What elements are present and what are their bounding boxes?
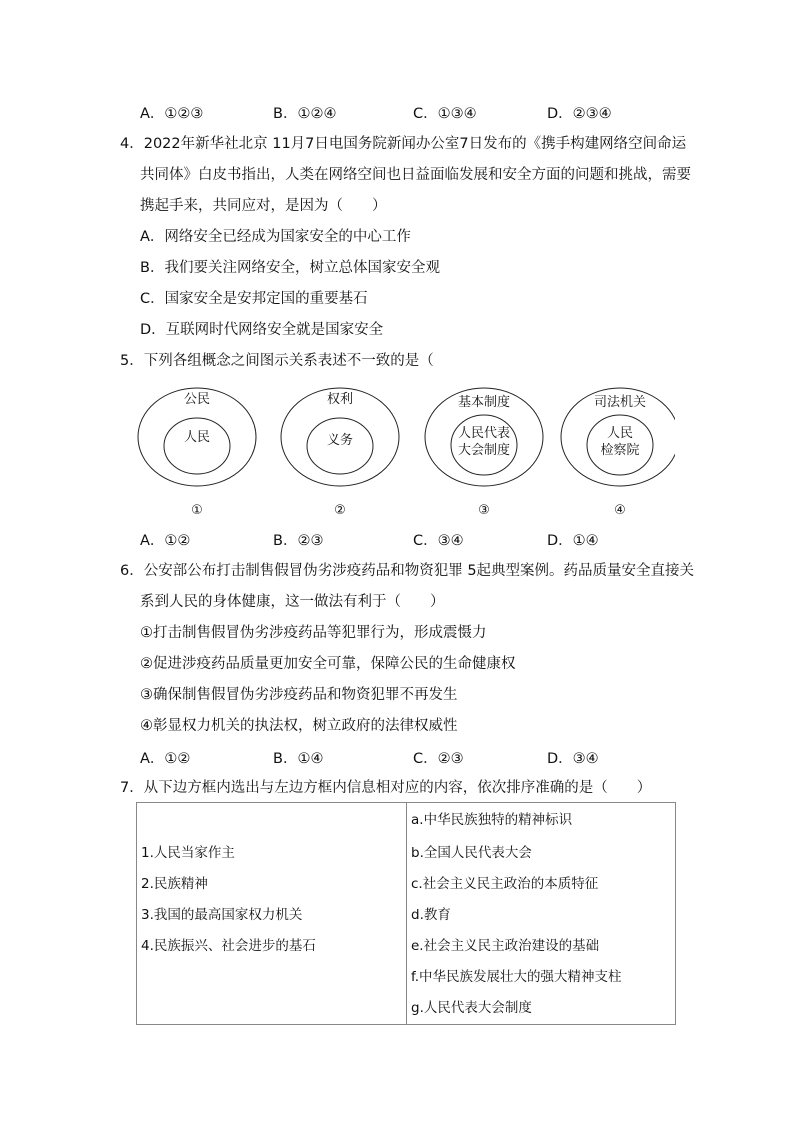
q3-option-d[interactable]: D．②③④: [547, 106, 612, 122]
diagram-number: ④: [614, 503, 626, 516]
inner-label-line-2: 检察院: [600, 443, 640, 458]
diagram-4: [561, 388, 675, 516]
diagram-number: ③: [478, 503, 490, 516]
inner-label-line-2: 大会制度: [457, 443, 511, 458]
inner-label: 义务: [326, 433, 354, 448]
outer-label: 权利: [326, 392, 354, 407]
right-item-g: g.人民代表大会制度: [411, 1000, 532, 1016]
q6-option-c[interactable]: C．②③: [413, 751, 464, 767]
right-item-a: a.中华民族独特的精神标识: [411, 812, 573, 828]
q5-concept-diagrams: [135, 386, 675, 516]
diagram-number: ①: [191, 503, 203, 516]
q6-option-d[interactable]: D．③④: [547, 751, 599, 767]
q6-statement-4: ④彰显权力机关的执法权，树立政府的法律权威性: [140, 718, 458, 734]
q7-stem: 7．从下边方框内选出与左边方框内信息相对应的内容，依次排序准确的是（ ）: [120, 780, 652, 796]
right-item-b: b.全国人民代表大会: [411, 845, 532, 861]
right-item-e: e.社会主义民主政治建设的基础: [411, 938, 600, 954]
q3-option-c[interactable]: C．①③④: [413, 106, 477, 122]
q4-stem-line-1: 4．2022年新华社北京 11月7日电国务院新闻办公室7日发布的《携手构建网络空间命运: [120, 136, 687, 152]
q6-option-a[interactable]: A．①②: [140, 751, 191, 767]
diagram-number: ②: [334, 503, 346, 516]
q5-option-c[interactable]: C．③④: [413, 533, 464, 549]
inner-label: 人民: [183, 430, 211, 445]
outer-label: 司法机关: [593, 395, 647, 410]
left-item-3: 3.我国的最高国家权力机关: [141, 907, 303, 923]
q5-option-a[interactable]: A．①②: [140, 533, 191, 549]
q6-statement-1: ①打击制售假冒伪劣涉疫药品等犯罪行为，形成震慑力: [140, 625, 487, 641]
q4-option-c[interactable]: C．国家安全是安邦定国的重要基石: [140, 291, 368, 307]
q3-option-a[interactable]: A．①②③: [140, 106, 204, 122]
q5-option-d[interactable]: D．①④: [547, 533, 599, 549]
q6-option-b[interactable]: B．①④: [273, 751, 324, 767]
left-item-2: 2.民族精神: [141, 876, 208, 892]
outer-label: 公民: [183, 392, 211, 407]
right-item-f: f.中华民族发展壮大的强大精神支柱: [411, 969, 622, 985]
left-item-4: 4.民族振兴、社会进步的基石: [141, 938, 316, 954]
q4-option-d[interactable]: D．互联网时代网络安全就是国家安全: [140, 322, 384, 338]
q5-option-b[interactable]: B．②③: [273, 533, 324, 549]
q6-statement-2: ②促进涉疫药品质量更加安全可靠，保障公民的生命健康权: [140, 656, 516, 672]
inner-label-line-1: 人民代表: [457, 426, 511, 441]
q4-stem-line-2: 共同体》白皮书指出，人类在网络空间也日益面临发展和安全方面的问题和挑战，需要: [140, 167, 691, 183]
q7-matching-table: [136, 802, 676, 1025]
q4-stem-line-3: 携起手来，共同应对，是因为（ ）: [140, 198, 387, 214]
q4-option-b[interactable]: B．我们要关注网络安全，树立总体国家安全观: [140, 260, 440, 276]
inner-circle: [164, 418, 230, 474]
inner-label-line-1: 人民: [606, 426, 634, 441]
q3-options: [140, 102, 700, 122]
right-item-c: c.社会主义民主政治的本质特征: [411, 876, 599, 892]
diagram-3: [425, 388, 543, 516]
diagram-1: [138, 388, 256, 516]
q5-options: [140, 529, 700, 549]
outer-label: 基本制度: [457, 395, 511, 410]
q3-option-b[interactable]: B．①②④: [273, 106, 337, 122]
q6-stem-line-1: 6．公安部公布打击制售假冒伪劣涉疫药品和物资犯罪 5起典型案例。药品质量安全直接关: [120, 563, 695, 579]
left-box: [137, 803, 407, 1025]
right-box: [407, 803, 676, 1025]
q6-statement-3: ③确保制售假冒伪劣涉疫药品和物资犯罪不再发生: [140, 687, 458, 703]
q5-stem: 5．下列各组概念之间图示关系表述不一致的是（: [120, 353, 434, 369]
left-item-1: 1.人民当家作主: [141, 845, 235, 861]
q4-option-a[interactable]: A．网络安全已经成为国家安全的中心工作: [140, 229, 411, 245]
right-item-d: d.教育: [411, 907, 451, 923]
diagram-2: [281, 388, 399, 516]
q6-options: [140, 747, 700, 767]
q6-stem-line-2: 系到人民的身体健康，这一做法有利于（ ）: [140, 594, 445, 610]
